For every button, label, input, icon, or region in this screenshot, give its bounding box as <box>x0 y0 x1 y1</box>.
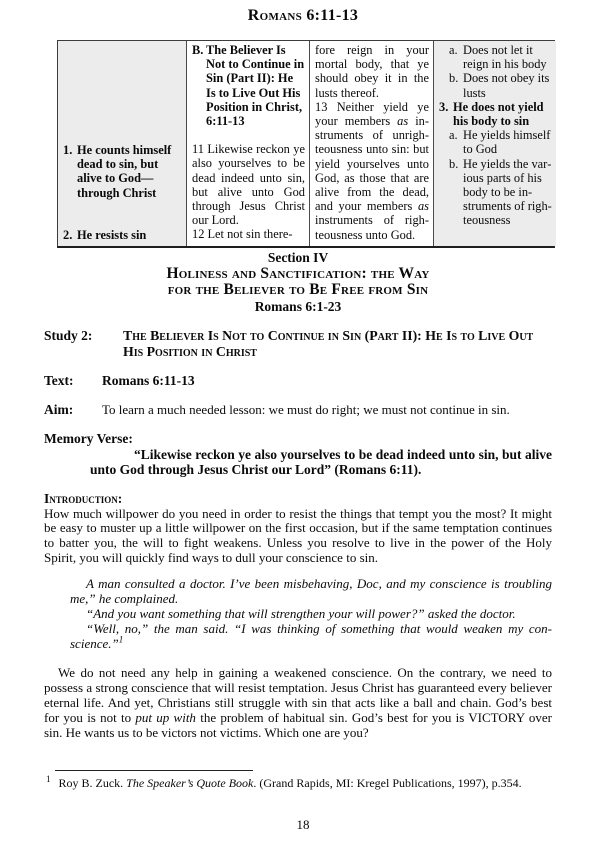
aim-value: To learn a much needed lesson: we must do right; we must not continue in sin. <box>102 401 510 417</box>
outline-sub-a-text: Does not let it reign in his body <box>463 43 547 72</box>
verse-13-italic-as: as <box>397 114 409 129</box>
outline-point-2-number: 2. <box>63 227 73 242</box>
aim-label: Aim: <box>44 401 74 417</box>
outline-right-column <box>433 41 556 246</box>
outline-point-2-text: He resists sin <box>77 227 147 242</box>
outline-sub-a2-label: a. <box>449 128 458 143</box>
introduction-paragraph: How much willpower do you need in order to resist the things that tempt you the most? It might be easy to muster up a little willpower on the first occasion, but if the same temptation continues to batter you, the will to fight weakens. Unless you resolve to live in the power of the Holy Spirit, you will quickly find ways to dull your conscience to sin. <box>44 505 552 565</box>
footnote-citation-start: Roy B. Zuck. <box>58 776 127 790</box>
study-label: Study 2: <box>44 328 93 344</box>
study-row <box>44 328 552 360</box>
outline-sub-b-text: Does not obey its lusts <box>463 71 550 100</box>
outline-sub-a2 <box>449 128 552 156</box>
anecdote-block <box>70 576 552 652</box>
memory-verse-block <box>44 431 552 478</box>
section-heading <box>44 250 552 314</box>
page-number: 18 <box>296 817 310 832</box>
table-heading <box>192 43 305 128</box>
footnote-number: 1 <box>46 774 51 784</box>
footnote-reference-mark: 1 <box>118 635 124 646</box>
study-title: The Believer Is Not to Continue in Sin (Part II): He Is to Live Out His Position in Christ <box>123 328 534 359</box>
table-heading-text: The Believer Is Not to Continue in Sin (Part II): He Is to Live Out His Position in Christ, 6:11-13 <box>206 43 305 129</box>
scripture-column-2 <box>309 41 433 246</box>
outline-point-3 <box>439 100 552 128</box>
outline-point-3-text: He does not yield his body to sin <box>453 99 544 129</box>
verse-13-seg: instruments of unrighteousness unto sin: but yield yourselves unto God, as those that are alive from the dead, and your members <box>315 114 429 214</box>
footnote-text <box>46 776 554 790</box>
outline-sub-b-label: b. <box>449 71 459 86</box>
outline-scripture-table <box>57 40 555 248</box>
outline-left-spacer <box>63 43 182 143</box>
verse-12-start: 12 Let not sin there- <box>192 227 293 242</box>
text-row <box>44 373 552 389</box>
outline-sub-b2 <box>449 157 552 228</box>
aim-row <box>44 402 552 418</box>
outline-sub-b <box>449 71 552 99</box>
verse-13-seg: 13 Neither yield ye your members <box>315 99 429 129</box>
outline-sub-b2-text: He yields the various parts of his body to be instruments of righteousness <box>463 156 552 228</box>
outline-point-1-text: He counts himself dead to sin, but alive to God—through Christ <box>77 143 172 200</box>
anecdote-paragraph-1: A man consulted a doctor. I’ve been misbehaving, Doc, and my conscience is troubling me,” he complained. <box>70 575 552 606</box>
section-reference: Romans 6:1-23 <box>254 298 342 314</box>
footnote-book-title: The Speaker’s Quote Book <box>126 776 254 790</box>
section-number: Section IV <box>267 250 329 265</box>
introduction-heading: Introduction: <box>44 490 123 506</box>
outline-left-column <box>58 41 186 246</box>
outline-sub-a <box>449 43 552 71</box>
section-title-line-1: Holiness and Sanctification: the Way <box>166 264 430 282</box>
verse-13 <box>315 100 429 242</box>
outline-sub-b2-label: b. <box>449 156 459 171</box>
closing-seg: We do not need any help in gaining a weakened conscience. On the contrary, we need to possess a strong conscience that will resist temptation. Jesus Christ has guaranteed every believer eternal life. And yet, Christians still struggle with sin that acts like a ball and chain. God’s best for you is not to <box>44 664 552 726</box>
verse-13-seg: instruments of righteousness unto God. <box>315 213 429 242</box>
verse-13-italic-as: as <box>417 199 429 214</box>
outline-point-1 <box>63 143 182 200</box>
table-heading-gap <box>192 128 305 142</box>
outline-point-1-number: 1. <box>63 143 73 157</box>
memory-verse-quote: “Likewise reckon ye also yourselves to be dead indeed unto sin, but alive unto God through Jesus Christ our Lord” (Romans 6:11). <box>90 446 552 478</box>
footnote-citation-end: . (Grand Rapids, MI: Kregel Publications, 1997), p.354. <box>253 776 522 790</box>
text-label: Text: <box>44 372 74 388</box>
page-title: Romans 6:11-13 <box>247 7 359 24</box>
scripture-column-1 <box>186 41 309 246</box>
anecdote-paragraph-3 <box>70 621 552 651</box>
closing-paragraph <box>44 665 552 741</box>
section-title-line-2: for the Believer to Be Free from Sin <box>167 281 429 299</box>
closing-italic-phrase: put up with <box>135 710 196 726</box>
main-content <box>44 250 552 741</box>
table-heading-label: B. <box>192 43 204 57</box>
verse-11: 11 Likewise reckon ye also yourselves to be dead indeed unto sin, but alive unto God through Jesus Christ our Lord. <box>192 142 305 228</box>
closing-seg: the problem of habitual sin. God’s best for you is VICTORY over sin. He wants us to be victors not victims. Which one are you? <box>44 710 552 741</box>
outline-point-3-number: 3. <box>439 99 449 114</box>
footnote-block <box>46 770 554 790</box>
introduction-block <box>44 491 552 566</box>
anecdote-paragraph-3-text: “Well, no,” the man said. “I was thinking of something that would weaken my conscience.” <box>70 621 552 652</box>
text-value: Romans 6:11-13 <box>102 372 195 388</box>
anecdote-paragraph-2: “And you want something that will strengthen your will power?” asked the doctor. <box>86 606 516 621</box>
outline-sub-a2-text: He yields himself to God <box>463 128 551 157</box>
footnote-separator-rule <box>55 770 253 771</box>
outline-point-2 <box>63 228 182 242</box>
outline-sub-a-label: a. <box>449 43 458 57</box>
verse-12-continued: fore reign in your mortal body, that ye should obey it in the lusts thereof. <box>315 43 429 100</box>
memory-verse-label: Memory Verse: <box>44 430 133 446</box>
